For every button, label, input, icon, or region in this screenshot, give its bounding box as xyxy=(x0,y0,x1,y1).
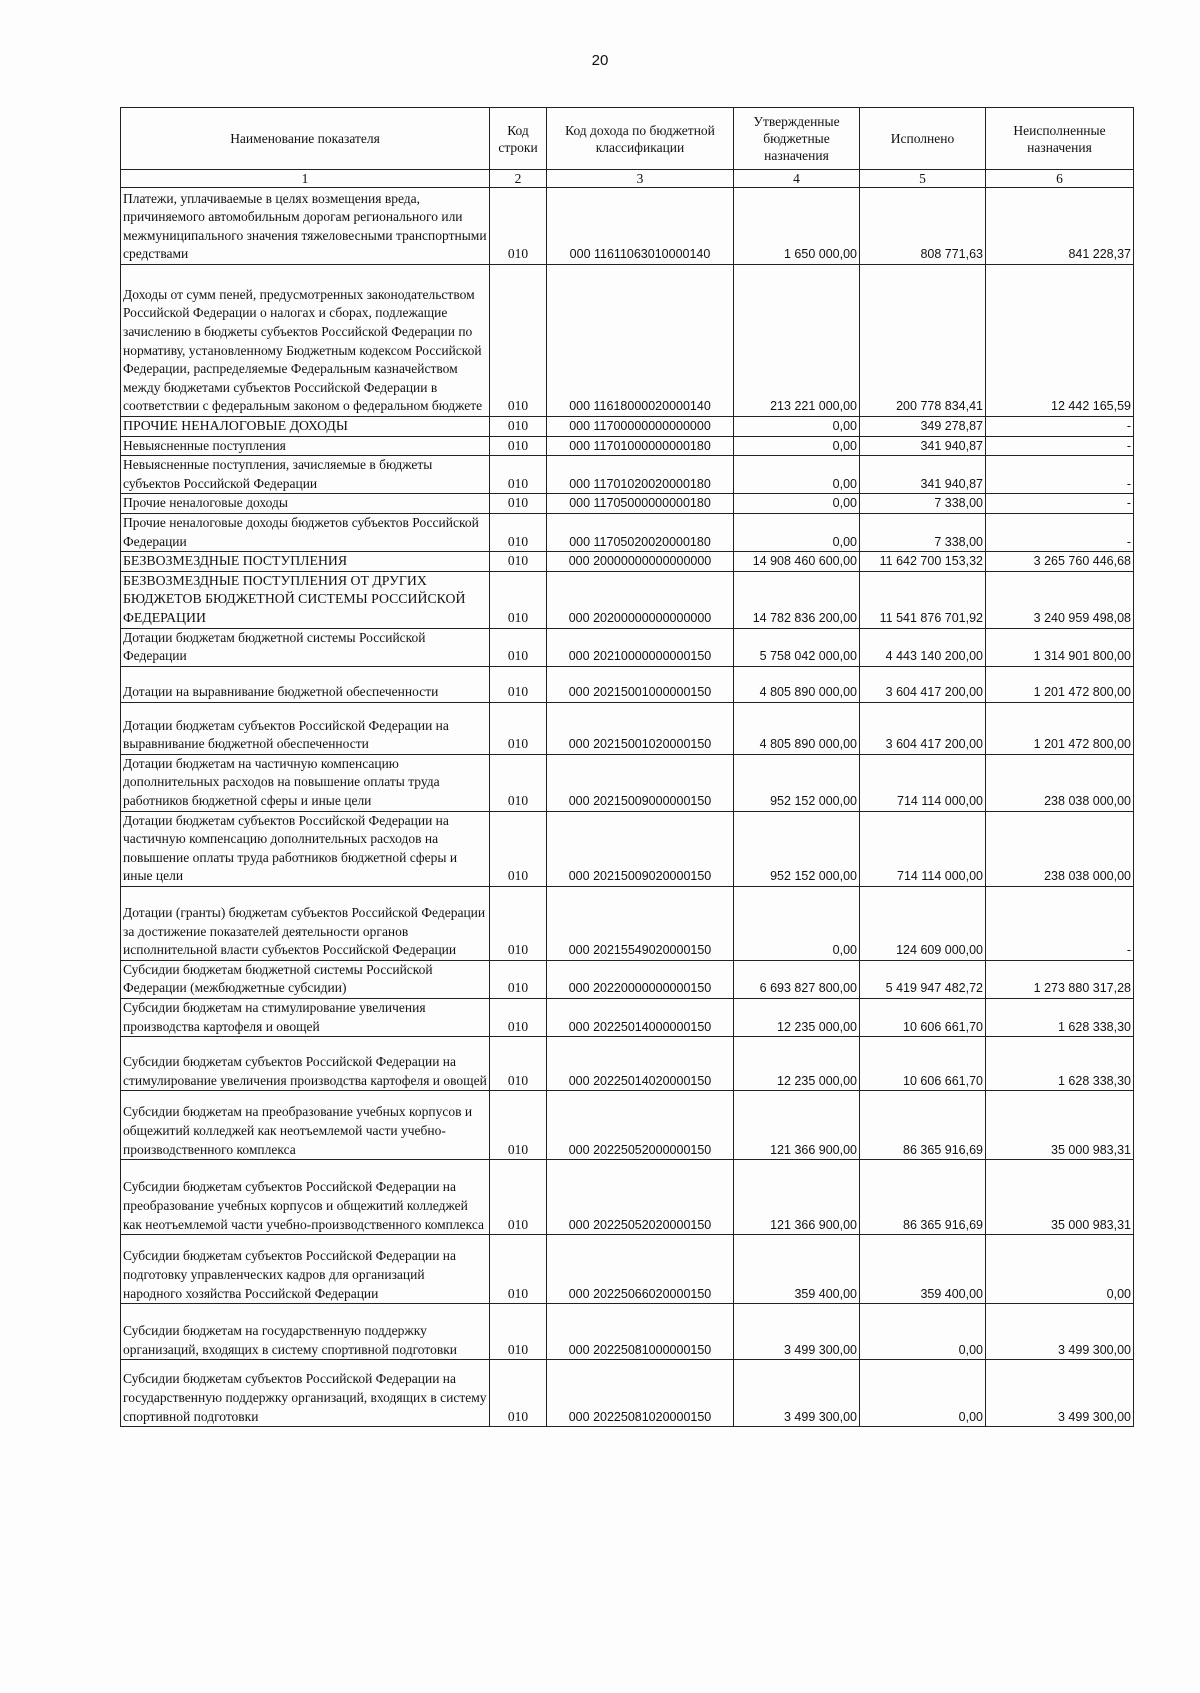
row-line-code: 010 xyxy=(490,754,547,811)
row-line-code: 010 xyxy=(490,417,547,437)
row-unexecuted: 841 228,37 xyxy=(986,188,1134,265)
row-name: Прочие неналоговые доходы бюджетов субъектов Российской Федерации xyxy=(121,513,490,551)
row-budget-code: 000 11701020020000180 xyxy=(547,456,734,494)
row-executed: 200 778 834,41 xyxy=(860,265,986,417)
row-unexecuted: 3 499 300,00 xyxy=(986,1360,1134,1427)
row-name: Невыясненные поступления, зачисляемые в бюджеты субъектов Российской Федерации xyxy=(121,456,490,494)
table-body xyxy=(121,188,1134,1427)
table-row xyxy=(121,886,1134,960)
row-unexecuted: - xyxy=(986,436,1134,456)
row-line-code: 010 xyxy=(490,1304,547,1360)
row-approved: 0,00 xyxy=(734,513,860,551)
row-unexecuted: 1 628 338,30 xyxy=(986,1037,1134,1091)
row-unexecuted: 1 273 880 317,28 xyxy=(986,960,1134,998)
row-executed: 0,00 xyxy=(860,1360,986,1427)
row-line-code: 010 xyxy=(490,1091,547,1160)
row-budget-code: 000 11701000000000180 xyxy=(547,436,734,456)
row-executed: 11 541 876 701,92 xyxy=(860,571,986,628)
table-row xyxy=(121,754,1134,811)
row-line-code: 010 xyxy=(490,628,547,666)
row-name: ПРОЧИЕ НЕНАЛОГОВЫЕ ДОХОДЫ xyxy=(121,417,490,437)
row-name: Дотации бюджетам субъектов Российской Федерации на частичную компенсацию дополнительных расходов на повышение оплаты труда работников бюджетной сферы и иные цели xyxy=(121,811,490,886)
row-line-code: 010 xyxy=(490,1235,547,1304)
row-line-code: 010 xyxy=(490,886,547,960)
row-name: Платежи, уплачиваемые в целях возмещения вреда, причиняемого автомобильным дорогам регионального или межмуниципального значения тяжеловесными транспортными средствами xyxy=(121,188,490,265)
row-executed: 11 642 700 153,32 xyxy=(860,552,986,572)
row-approved: 0,00 xyxy=(734,456,860,494)
row-budget-code: 000 20225014020000150 xyxy=(547,1037,734,1091)
row-executed: 124 609 000,00 xyxy=(860,886,986,960)
row-unexecuted: 3 499 300,00 xyxy=(986,1304,1134,1360)
row-name: Дотации бюджетам субъектов Российской Федерации на выравнивание бюджетной обеспеченности xyxy=(121,702,490,754)
row-unexecuted: 1 314 901 800,00 xyxy=(986,628,1134,666)
row-line-code: 010 xyxy=(490,571,547,628)
table-row xyxy=(121,552,1134,572)
row-budget-code: 000 20225052000000150 xyxy=(547,1091,734,1160)
row-budget-code: 000 11705000000000180 xyxy=(547,494,734,514)
row-unexecuted: 0,00 xyxy=(986,1235,1134,1304)
table-row xyxy=(121,265,1134,417)
row-budget-code: 000 20215009020000150 xyxy=(547,811,734,886)
row-budget-code: 000 11618000020000140 xyxy=(547,265,734,417)
row-approved: 121 366 900,00 xyxy=(734,1091,860,1160)
table-row xyxy=(121,1304,1134,1360)
row-executed: 86 365 916,69 xyxy=(860,1160,986,1235)
row-line-code: 010 xyxy=(490,265,547,417)
table-row xyxy=(121,188,1134,265)
row-budget-code: 000 20225081020000150 xyxy=(547,1360,734,1427)
table-row xyxy=(121,1360,1134,1427)
row-name: Субсидии бюджетам на государственную поддержку организаций, входящих в систему спортивной подготовки xyxy=(121,1304,490,1360)
header-budget-code: Код дохода по бюджетной классификации xyxy=(547,108,734,170)
row-budget-code: 000 20215009000000150 xyxy=(547,754,734,811)
row-name: Субсидии бюджетам на преобразование учебных корпусов и общежитий колледжей как неотъемлемой части учебно-производственного комплекса xyxy=(121,1091,490,1160)
table-row xyxy=(121,1091,1134,1160)
row-executed: 7 338,00 xyxy=(860,494,986,514)
row-unexecuted: - xyxy=(986,417,1134,437)
table-row xyxy=(121,811,1134,886)
row-budget-code: 000 20210000000000150 xyxy=(547,628,734,666)
column-number: 5 xyxy=(860,170,986,188)
row-unexecuted: 1 201 472 800,00 xyxy=(986,702,1134,754)
row-approved: 0,00 xyxy=(734,494,860,514)
row-budget-code: 000 20215001020000150 xyxy=(547,702,734,754)
row-executed: 808 771,63 xyxy=(860,188,986,265)
row-approved: 0,00 xyxy=(734,417,860,437)
row-unexecuted: 1 201 472 800,00 xyxy=(986,666,1134,702)
row-name: Субсидии бюджетам субъектов Российской Федерации на стимулирование увеличения производства картофеля и овощей xyxy=(121,1037,490,1091)
row-line-code: 010 xyxy=(490,811,547,886)
row-name: Субсидии бюджетам субъектов Российской Федерации на преобразование учебных корпусов и общежитий колледжей как неотъемлемой части учебно-производственного комплекса xyxy=(121,1160,490,1235)
row-unexecuted: 3 265 760 446,68 xyxy=(986,552,1134,572)
column-numbers-row xyxy=(121,170,1134,188)
row-name: Субсидии бюджетам субъектов Российской Федерации на государственную поддержку организаций, входящих в систему спортивной подготовки xyxy=(121,1360,490,1427)
row-unexecuted: 1 628 338,30 xyxy=(986,999,1134,1037)
column-number: 3 xyxy=(547,170,734,188)
row-line-code: 010 xyxy=(490,552,547,572)
row-approved: 14 782 836 200,00 xyxy=(734,571,860,628)
header-unexecuted: Неисполненные назначения xyxy=(986,108,1134,170)
row-line-code: 010 xyxy=(490,960,547,998)
row-line-code: 010 xyxy=(490,188,547,265)
row-budget-code: 000 20225014000000150 xyxy=(547,999,734,1037)
row-unexecuted: - xyxy=(986,494,1134,514)
page-number: 20 xyxy=(591,52,609,69)
row-executed: 3 604 417 200,00 xyxy=(860,702,986,754)
row-unexecuted: - xyxy=(986,513,1134,551)
row-approved: 5 758 042 000,00 xyxy=(734,628,860,666)
row-approved: 6 693 827 800,00 xyxy=(734,960,860,998)
table-row xyxy=(121,456,1134,494)
row-budget-code: 000 20225066020000150 xyxy=(547,1235,734,1304)
header-line-code: Код строки xyxy=(490,108,547,170)
row-line-code: 010 xyxy=(490,999,547,1037)
table-row xyxy=(121,513,1134,551)
row-approved: 4 805 890 000,00 xyxy=(734,666,860,702)
table-row xyxy=(121,702,1134,754)
row-executed: 4 443 140 200,00 xyxy=(860,628,986,666)
row-approved: 213 221 000,00 xyxy=(734,265,860,417)
row-unexecuted: 35 000 983,31 xyxy=(986,1091,1134,1160)
row-budget-code: 000 11611063010000140 xyxy=(547,188,734,265)
row-name: Дотации на выравнивание бюджетной обеспеченности xyxy=(121,666,490,702)
row-name: Невыясненные поступления xyxy=(121,436,490,456)
table-row xyxy=(121,417,1134,437)
row-unexecuted: 35 000 983,31 xyxy=(986,1160,1134,1235)
row-executed: 7 338,00 xyxy=(860,513,986,551)
row-unexecuted: 238 038 000,00 xyxy=(986,811,1134,886)
row-executed: 714 114 000,00 xyxy=(860,754,986,811)
row-name: БЕЗВОЗМЕЗДНЫЕ ПОСТУПЛЕНИЯ xyxy=(121,552,490,572)
table-row xyxy=(121,436,1134,456)
row-approved: 952 152 000,00 xyxy=(734,811,860,886)
row-budget-code: 000 20000000000000000 xyxy=(547,552,734,572)
row-budget-code: 000 20200000000000000 xyxy=(547,571,734,628)
column-number: 1 xyxy=(121,170,490,188)
table-row xyxy=(121,666,1134,702)
row-line-code: 010 xyxy=(490,1037,547,1091)
row-approved: 121 366 900,00 xyxy=(734,1160,860,1235)
table-row xyxy=(121,1037,1134,1091)
table-row xyxy=(121,960,1134,998)
row-approved: 12 235 000,00 xyxy=(734,999,860,1037)
row-line-code: 010 xyxy=(490,666,547,702)
row-line-code: 010 xyxy=(490,436,547,456)
header-name: Наименование показателя xyxy=(121,108,490,170)
row-line-code: 010 xyxy=(490,1360,547,1427)
column-number: 2 xyxy=(490,170,547,188)
row-name: Дотации бюджетам бюджетной системы Российской Федерации xyxy=(121,628,490,666)
row-executed: 359 400,00 xyxy=(860,1235,986,1304)
table-row xyxy=(121,999,1134,1037)
table-row xyxy=(121,571,1134,628)
row-name: Дотации (гранты) бюджетам субъектов Российской Федерации за достижение показателей деятельности органов исполнительной власти субъектов Российской Федерации xyxy=(121,886,490,960)
row-line-code: 010 xyxy=(490,1160,547,1235)
row-approved: 359 400,00 xyxy=(734,1235,860,1304)
row-line-code: 010 xyxy=(490,494,547,514)
table-row xyxy=(121,494,1134,514)
row-executed: 714 114 000,00 xyxy=(860,811,986,886)
row-line-code: 010 xyxy=(490,702,547,754)
row-name: Доходы от сумм пеней, предусмотренных законодательством Российской Федерации о налогах и сборах, подлежащие зачислению в бюджеты субъектов Российской Федерации по нормативу, установленному Бюджетным кодексом Российской Федерации, распределяемые Федеральным казначейством между бюджетами субъектов Российской Федерации в соответствии с федеральным законом о федеральном бюджете xyxy=(121,265,490,417)
row-unexecuted: 238 038 000,00 xyxy=(986,754,1134,811)
row-budget-code: 000 11705020020000180 xyxy=(547,513,734,551)
column-number: 4 xyxy=(734,170,860,188)
row-name: Субсидии бюджетам субъектов Российской Федерации на подготовку управленческих кадров для организаций народного хозяйства Российской Федерации xyxy=(121,1235,490,1304)
row-executed: 341 940,87 xyxy=(860,456,986,494)
row-approved: 0,00 xyxy=(734,436,860,456)
row-executed: 10 606 661,70 xyxy=(860,1037,986,1091)
row-approved: 952 152 000,00 xyxy=(734,754,860,811)
row-approved: 14 908 460 600,00 xyxy=(734,552,860,572)
row-executed: 341 940,87 xyxy=(860,436,986,456)
header-approved: Утвержденные бюджетные назначения xyxy=(734,108,860,170)
row-approved: 1 650 000,00 xyxy=(734,188,860,265)
row-approved: 0,00 xyxy=(734,886,860,960)
row-name: Субсидии бюджетам на стимулирование увеличения производства картофеля и овощей xyxy=(121,999,490,1037)
row-executed: 10 606 661,70 xyxy=(860,999,986,1037)
row-executed: 0,00 xyxy=(860,1304,986,1360)
column-number: 6 xyxy=(986,170,1134,188)
row-budget-code: 000 20225081000000150 xyxy=(547,1304,734,1360)
row-line-code: 010 xyxy=(490,513,547,551)
row-executed: 349 278,87 xyxy=(860,417,986,437)
row-name: Прочие неналоговые доходы xyxy=(121,494,490,514)
row-name: БЕЗВОЗМЕЗДНЫЕ ПОСТУПЛЕНИЯ ОТ ДРУГИХ БЮДЖЕТОВ БЮДЖЕТНОЙ СИСТЕМЫ РОССИЙСКОЙ ФЕДЕРАЦИИ xyxy=(121,571,490,628)
table-row xyxy=(121,1160,1134,1235)
row-budget-code: 000 11700000000000000 xyxy=(547,417,734,437)
row-unexecuted: - xyxy=(986,456,1134,494)
row-budget-code: 000 20225052020000150 xyxy=(547,1160,734,1235)
row-budget-code: 000 20220000000000150 xyxy=(547,960,734,998)
row-approved: 3 499 300,00 xyxy=(734,1304,860,1360)
row-unexecuted: 12 442 165,59 xyxy=(986,265,1134,417)
row-approved: 4 805 890 000,00 xyxy=(734,702,860,754)
row-approved: 12 235 000,00 xyxy=(734,1037,860,1091)
row-name: Субсидии бюджетам бюджетной системы Российской Федерации (межбюджетные субсидии) xyxy=(121,960,490,998)
row-executed: 3 604 417 200,00 xyxy=(860,666,986,702)
row-unexecuted: - xyxy=(986,886,1134,960)
header-executed: Исполнено xyxy=(860,108,986,170)
row-unexecuted: 3 240 959 498,08 xyxy=(986,571,1134,628)
row-executed: 5 419 947 482,72 xyxy=(860,960,986,998)
table-row xyxy=(121,628,1134,666)
row-line-code: 010 xyxy=(490,456,547,494)
table-header-row xyxy=(121,108,1134,170)
row-approved: 3 499 300,00 xyxy=(734,1360,860,1427)
row-budget-code: 000 20215549020000150 xyxy=(547,886,734,960)
budget-report-table xyxy=(120,107,1134,1427)
row-name: Дотации бюджетам на частичную компенсацию дополнительных расходов на повышение оплаты труда работников бюджетной сферы и иные цели xyxy=(121,754,490,811)
table-row xyxy=(121,1235,1134,1304)
row-executed: 86 365 916,69 xyxy=(860,1091,986,1160)
row-budget-code: 000 20215001000000150 xyxy=(547,666,734,702)
